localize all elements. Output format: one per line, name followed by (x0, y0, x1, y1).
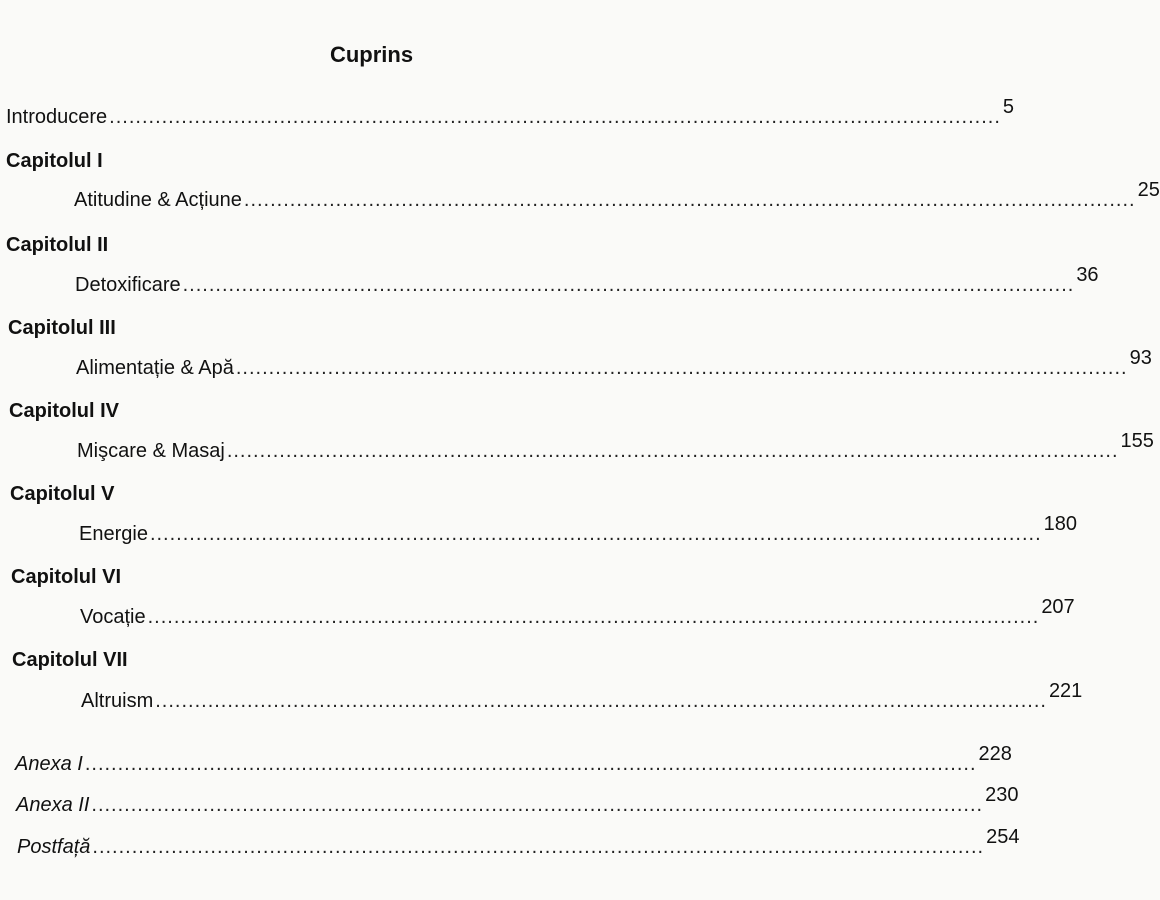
toc-page-number: 254 (986, 826, 1020, 848)
toc-page-number: 180 (1043, 513, 1078, 535)
chapter-heading-4: Capitolul IV (9, 400, 119, 422)
toc-entry-label: Atitudine & Acțiune (74, 189, 242, 211)
toc-entry-label: Detoxificare (75, 274, 181, 296)
toc-page-number: 221 (1048, 680, 1083, 702)
toc-page-number: 25 (1137, 179, 1160, 201)
dot-leader: ........................................................................................................................................ (92, 836, 985, 858)
dot-leader: ........................................................................................................................................ (155, 690, 1047, 712)
page-title: Cuprins (329, 42, 414, 67)
dot-leader: ........................................................................................................................................ (149, 523, 1042, 545)
toc-entry-chapter-2 (75, 264, 1099, 297)
dot-leader: ........................................................................................................................................ (182, 274, 1075, 296)
toc-entry-introducere (6, 96, 1014, 129)
toc-page-number: 155 (1120, 430, 1154, 452)
toc-entry-chapter-5 (79, 513, 1078, 546)
toc-entry-label: Energie (79, 523, 148, 545)
chapter-heading-7: Capitolul VII (12, 649, 128, 671)
toc-entry-chapter-1 (74, 179, 1160, 212)
chapter-heading-2: Capitolul II (6, 234, 109, 256)
toc-entry-anexa-2 (16, 784, 1019, 817)
toc-entry-label: Alimentație & Apă (76, 357, 234, 379)
dot-leader: ........................................................................................................................................ (235, 357, 1128, 379)
toc-entry-chapter-6 (80, 596, 1075, 629)
toc-page-number: 207 (1041, 596, 1075, 618)
toc-page-number: 230 (985, 784, 1019, 806)
toc-entry-chapter-4 (77, 430, 1154, 463)
dot-leader: ........................................................................................................................................ (226, 440, 1119, 462)
toc-page-number: 36 (1076, 264, 1099, 286)
dot-leader: ........................................................................................................................................ (91, 794, 984, 816)
toc-page-number: 5 (1002, 96, 1014, 118)
toc-entry-label: Vocație (80, 606, 146, 628)
toc-entry-chapter-3 (76, 347, 1152, 380)
chapter-heading-6: Capitolul VI (11, 566, 121, 588)
toc-entry-label: Introducere (6, 106, 108, 128)
chapter-heading-3: Capitolul III (8, 317, 116, 339)
toc-entry-label: Postfață (17, 836, 91, 858)
dot-leader: ........................................................................................................................................ (147, 606, 1040, 628)
chapter-heading-5: Capitolul V (10, 483, 115, 505)
toc-entry-label: Anexa I (15, 753, 83, 775)
toc-entry-label: Altruism (81, 690, 154, 712)
toc-entry-label: Mişcare & Masaj (77, 440, 225, 462)
toc-entry-postfata (17, 826, 1020, 859)
chapter-heading-1: Capitolul I (6, 150, 103, 172)
toc-entry-anexa-1 (15, 743, 1012, 776)
toc-entry-chapter-7 (81, 680, 1083, 713)
toc-page-number: 228 (978, 743, 1012, 765)
toc-page-number: 93 (1129, 347, 1152, 369)
dot-leader: ........................................................................................................................................ (109, 106, 1001, 128)
dot-leader: ........................................................................................................................................ (243, 189, 1136, 211)
dot-leader: ........................................................................................................................................ (84, 753, 977, 775)
toc-entry-label: Anexa II (16, 794, 90, 816)
